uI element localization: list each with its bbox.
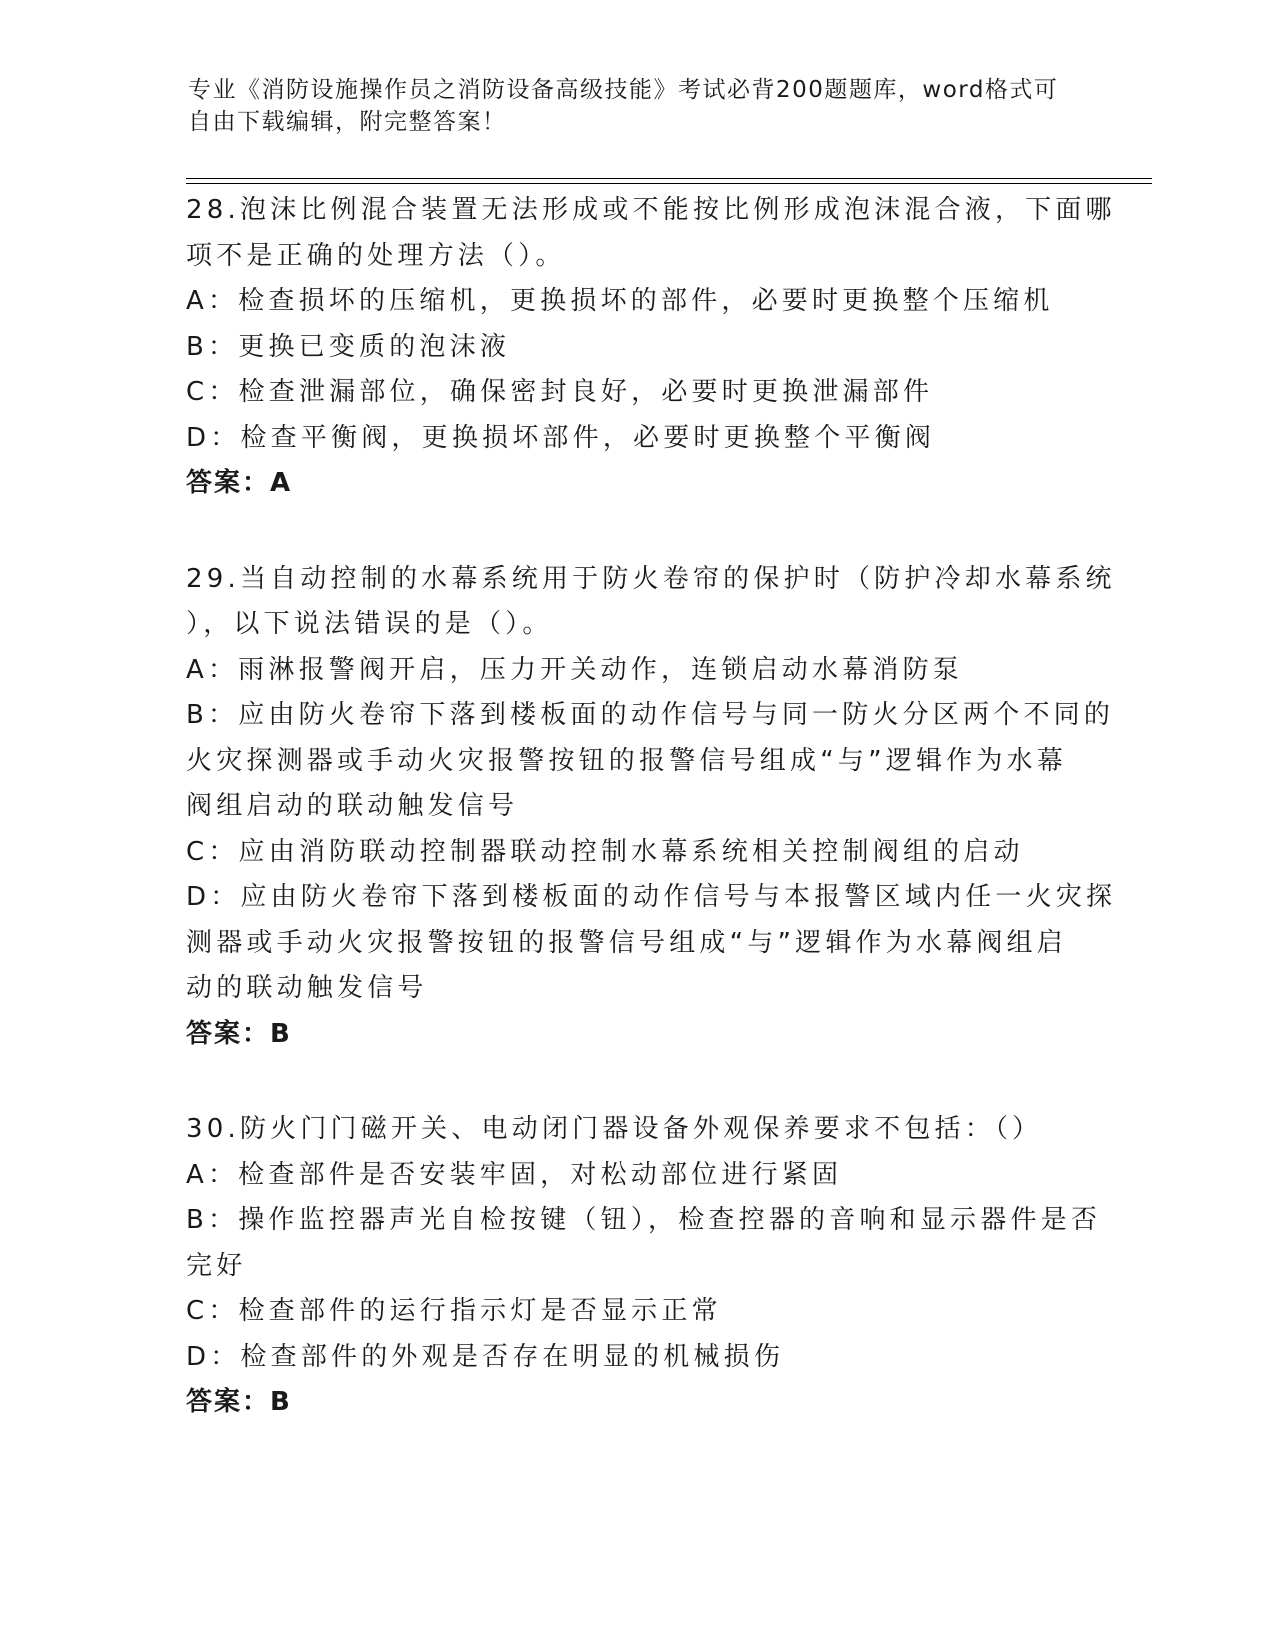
question-30 bbox=[186, 1107, 1102, 1426]
header-divider-bottom bbox=[186, 183, 1152, 184]
option-c: C：检查泄漏部位，确保密封良好，必要时更换泄漏部件 bbox=[186, 377, 934, 407]
document-header bbox=[188, 74, 1068, 138]
option-c: C：检查部件的运行指示灯是否显示正常 bbox=[186, 1296, 722, 1326]
header-line-1: 专业《消防设施操作员之消防设备高级技能》考试必背200题题库，word格式可 bbox=[188, 77, 1059, 103]
option-b-line-2: 完好 bbox=[186, 1250, 247, 1281]
answer: 答案：B bbox=[186, 1018, 292, 1049]
option-d-line-2: 测器或手动火灾报警按钮的报警信号组成“与”逻辑作为水幕阀组启 bbox=[186, 927, 1067, 958]
option-d: D：检查平衡阀，更换损坏部件，必要时更换整个平衡阀 bbox=[186, 422, 936, 453]
question-stem-line: 30.防火门门磁开关、电动闭门器设备外观保养要求不包括：（） bbox=[186, 1114, 1043, 1144]
question-stem-line: 29.当自动控制的水幕系统用于防火卷帘的保护时（防护冷却水幕系统 bbox=[186, 563, 1116, 594]
option-d: D：检查部件的外观是否存在明显的机械损伤 bbox=[186, 1341, 785, 1372]
option-b: B：更换已变质的泡沫液 bbox=[186, 331, 511, 362]
question-stem-line: ），以下说法错误的是（）。 bbox=[186, 609, 553, 639]
option-b-line-2: 火灾探测器或手动火灾报警按钮的报警信号组成“与”逻辑作为水幕 bbox=[186, 745, 1067, 776]
option-d-line-3: 动的联动触发信号 bbox=[186, 973, 428, 1003]
option-b-line-1: B：操作监控器声光自检按键（钮），检查控器的音响和显示器件是否 bbox=[186, 1205, 1102, 1235]
answer: 答案：B bbox=[186, 1387, 292, 1417]
header-line-2: 自由下载编辑，附完整答案！ bbox=[188, 109, 507, 135]
option-a: A：雨淋报警阀开启，压力开关动作，连锁启动水幕消防泵 bbox=[186, 654, 963, 685]
question-stem-line: 项不是正确的处理方法（）。 bbox=[186, 240, 566, 271]
option-a: A：检查损坏的压缩机，更换损坏的部件，必要时更换整个压缩机 bbox=[186, 286, 1054, 316]
question-list bbox=[186, 188, 1117, 1426]
question-stem-line: 28.泡沫比例混合装置无法形成或不能按比例形成泡沫混合液，下面哪 bbox=[186, 195, 1116, 225]
header-divider-top bbox=[186, 178, 1152, 179]
question-28 bbox=[186, 188, 1116, 507]
option-d-line-1: D：应由防火卷帘下落到楼板面的动作信号与本报警区域内任一火灾探 bbox=[186, 882, 1117, 912]
option-b-line-1: B：应由防火卷帘下落到楼板面的动作信号与同一防火分区两个不同的 bbox=[186, 700, 1115, 730]
answer: 答案：A bbox=[186, 468, 293, 498]
option-b-line-3: 阀组启动的联动触发信号 bbox=[186, 791, 519, 821]
question-29 bbox=[186, 557, 1117, 1058]
option-c: C：应由消防联动控制器联动控制水幕系统相关控制阀组的启动 bbox=[186, 836, 1024, 867]
option-a: A：检查部件是否安装牢固，对松动部位进行紧固 bbox=[186, 1159, 843, 1190]
